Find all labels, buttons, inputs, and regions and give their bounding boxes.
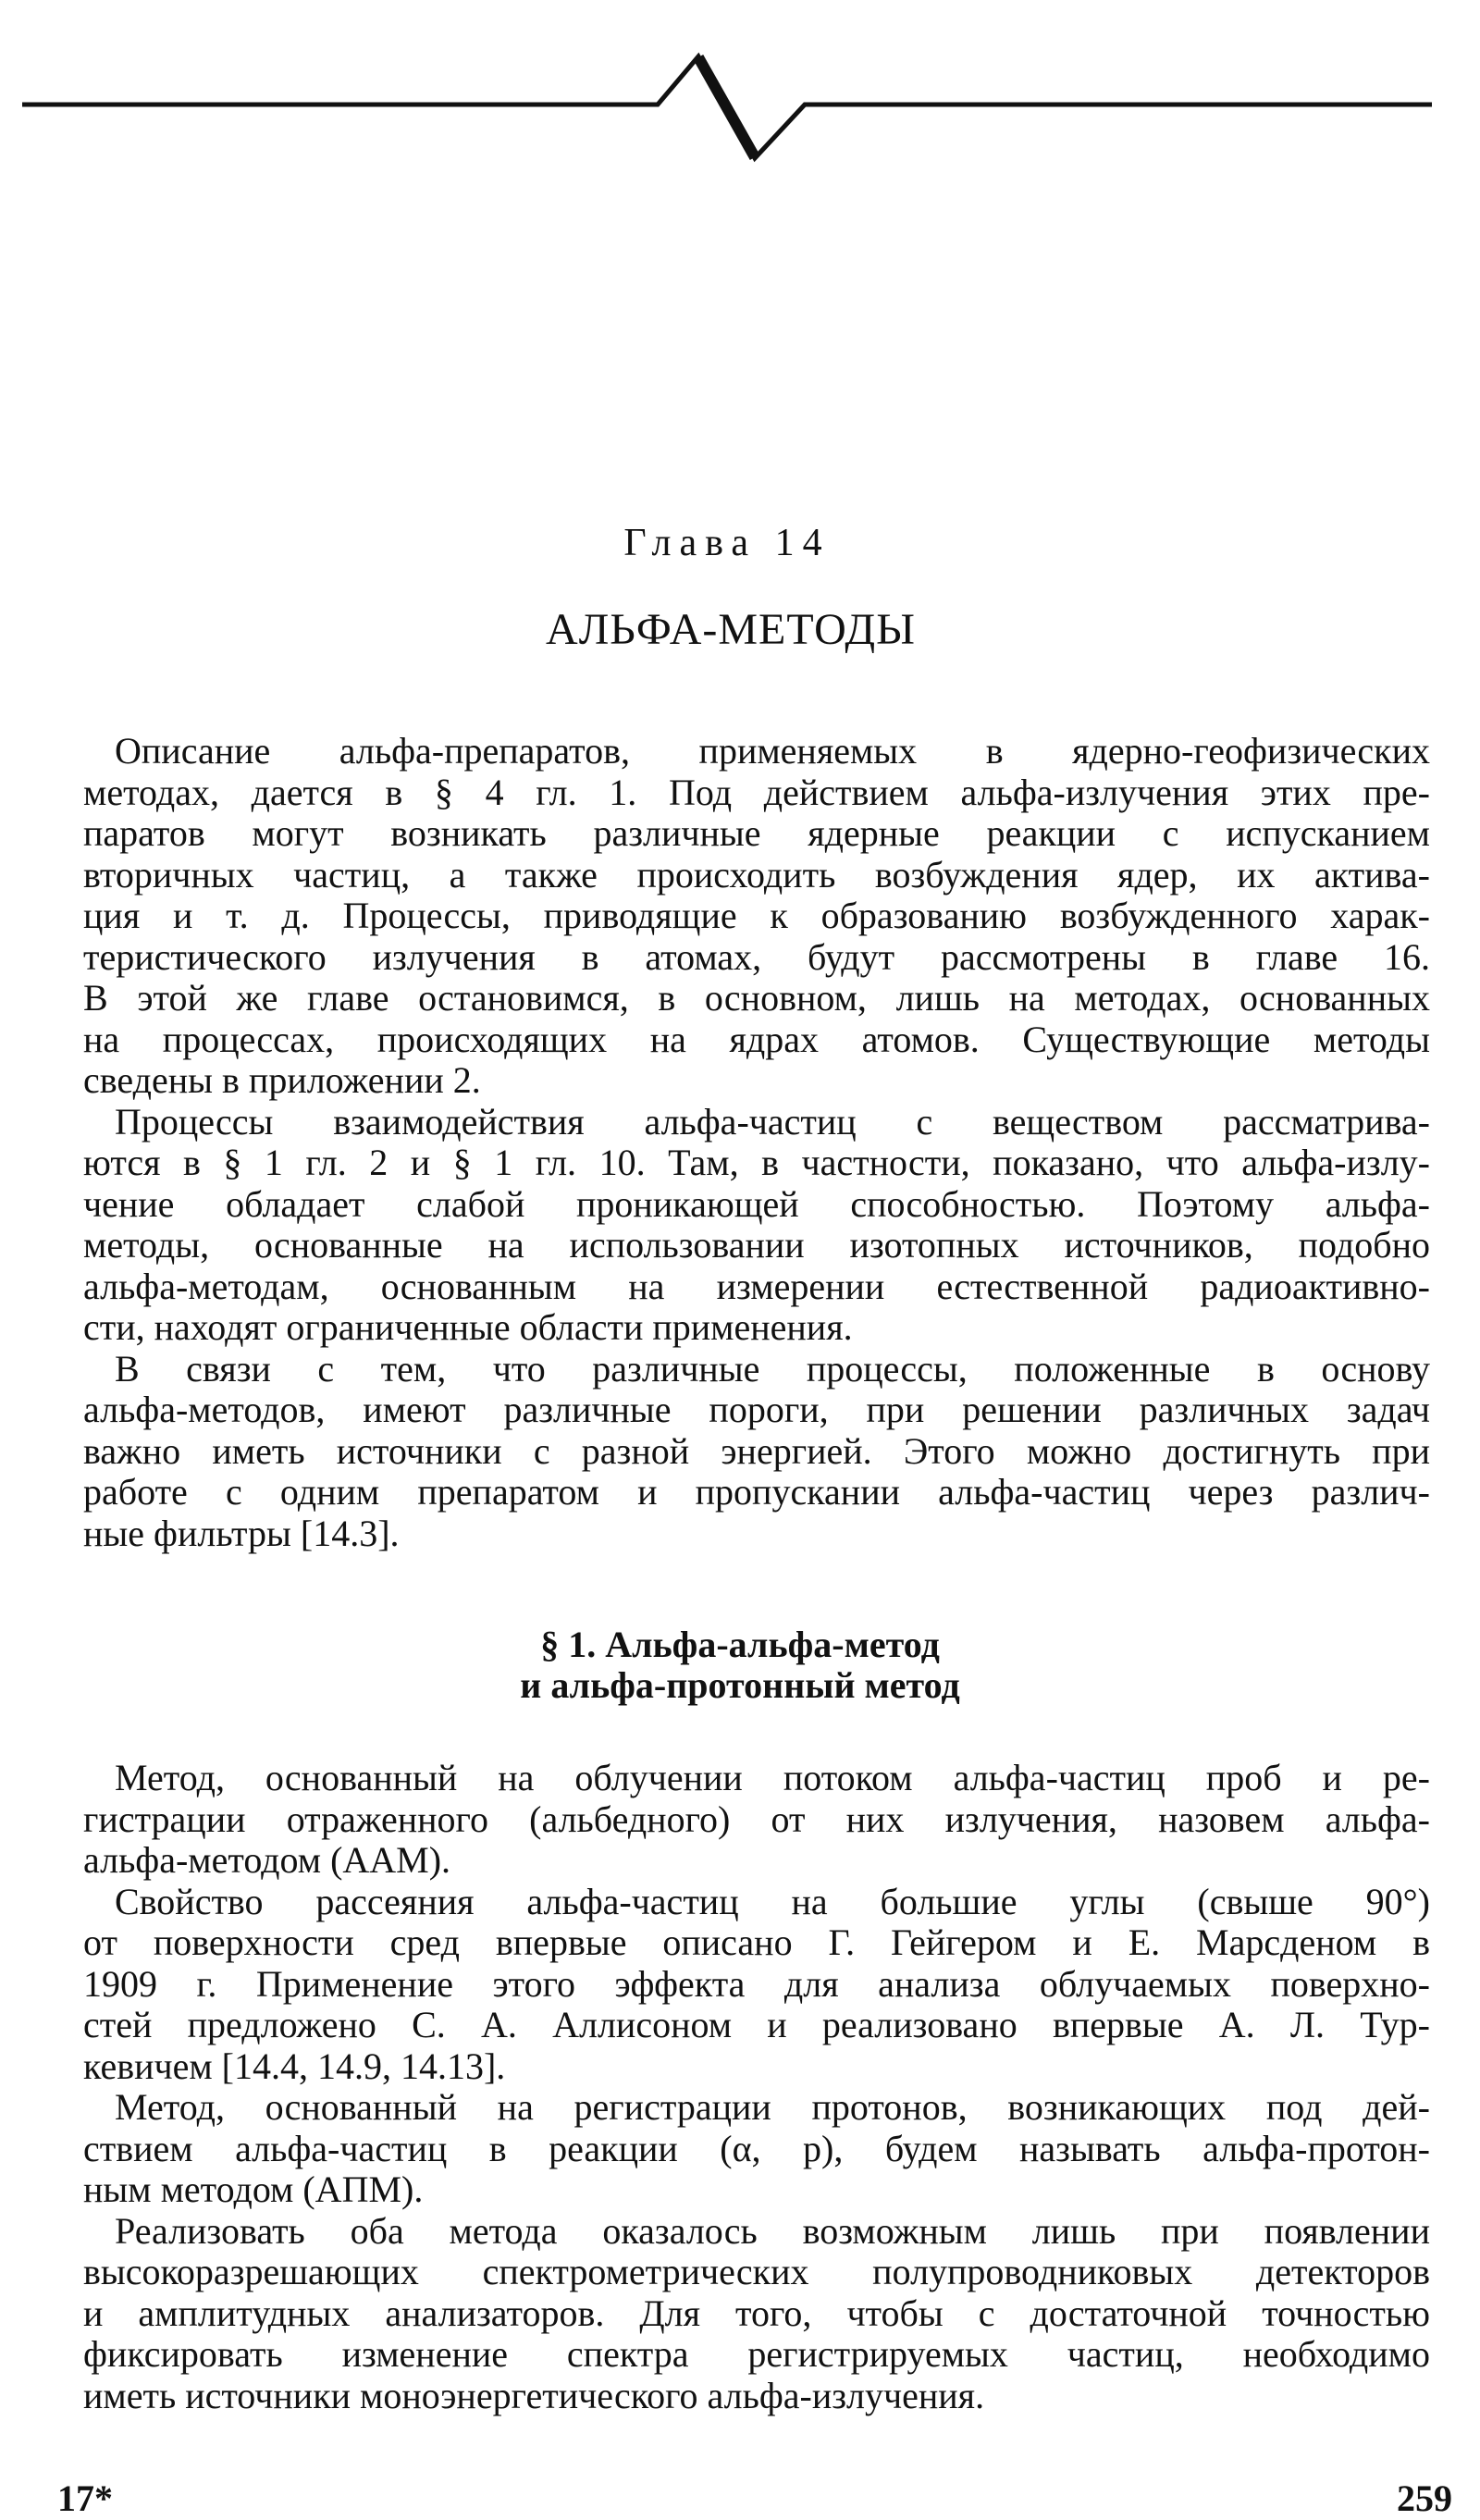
chapter-title: АЛЬФА-МЕТОДЫ [546, 605, 916, 654]
text-line: стей предложено С. А. Аллисоном и реализовано впервые А. Л. Тур- [83, 2005, 1430, 2045]
text-line: чение обладает слабой проникающей способностью. Поэтому альфа- [83, 1183, 1430, 1225]
ornament-thick-stroke [698, 57, 755, 157]
text-line: паратов могут возникать различные ядерные реакции с испусканием [83, 813, 1430, 854]
paragraph [83, 1349, 1430, 1555]
text-line: Свойство рассеяния альфа-частиц на большие углы (свыше 90°) [115, 1881, 1430, 1922]
text-line: методы, основанные на использовании изотопных источников, подобно [83, 1225, 1430, 1266]
chapter-ornament [0, 0, 1480, 185]
text-line: на процессах, происходящих на ядрах атомов. Существующие методы [83, 1019, 1430, 1060]
text-line: В этой же главе остановимся, в основном, лишь на методах, основанных [83, 978, 1430, 1019]
text-line: Метод, основанный на облучении потоком альфа-частиц проб и ре- [115, 1758, 1430, 1798]
text-line: Метод, основанный на регистрации протонов, возникающих под дей- [115, 2087, 1430, 2128]
text-line: кевичем [14.4, 14.9, 14.13]. [83, 2045, 506, 2087]
text-line: важно иметь источники с разной энергией. Этого можно достигнуть при [83, 1430, 1430, 1472]
section-heading-line-1: § 1. Альфа-альфа-метод [540, 1624, 940, 1665]
paragraph [83, 2211, 1430, 2417]
text-line: и амплитудных анализаторов. Для того, чтобы с достаточной точностью [83, 2292, 1430, 2334]
text-line: теристического излучения в атомах, будут рассмотрены в главе 16. [83, 936, 1430, 978]
text-line: ные фильтры [14.3]. [83, 1513, 400, 1554]
section-text [83, 1758, 1430, 2416]
text-line: 1909 г. Применение этого эффекта для анализа облучаемых поверхно- [83, 1963, 1430, 2005]
text-line: вторичных частиц, а также происходить возбуждения ядер, их актива- [83, 854, 1430, 896]
text-line: высокоразрешающих спектрометрических полупроводниковых детекторов [83, 2252, 1430, 2292]
text-line: альфа-методов, имеют различные пороги, при решении различных задач [83, 1390, 1430, 1430]
text-line: альфа-методам, основанным на измерении естественной радиоактивно- [83, 1266, 1430, 1307]
paragraph [83, 1102, 1430, 1349]
text-line: ция и т. д. Процессы, приводящие к образованию возбужденного харак- [83, 896, 1430, 936]
paragraph [83, 2087, 1430, 2211]
text-line: сведены в приложении 2. [83, 1060, 481, 1101]
text-line: фиксировать изменение спектра регистрируемых частиц, необходимо [83, 2334, 1430, 2375]
text-line: иметь источники моноэнергетического альфа-излучения. [83, 2375, 985, 2416]
signature-mark: 17* [57, 2477, 113, 2519]
text-line: Реализовать оба метода оказалось возможным лишь при появлении [115, 2210, 1430, 2252]
text-line: В связи с тем, что различные процессы, положенные в основу [115, 1348, 1430, 1390]
text-line: от поверхности сред впервые описано Г. Гейгером и Е. Марсденом в [83, 1922, 1430, 1963]
chapter-label: Глава 14 [623, 522, 831, 564]
text-line: ствием альфа-частиц в реакции (α, p), будем называть альфа-протон- [83, 2128, 1430, 2169]
intro-text [83, 731, 1430, 1554]
page-number: 259 [1397, 2477, 1452, 2519]
paragraph [83, 731, 1430, 1102]
text-line: альфа-методом (ААМ). [83, 1840, 451, 1881]
text-line: ным методом (АПМ). [83, 2169, 424, 2210]
text-line: Процессы взаимодействия альфа-частиц с веществом рассматрива- [115, 1101, 1430, 1143]
text-line: работе с одним препаратом и пропускании альфа-частиц через различ- [83, 1472, 1430, 1513]
paragraph [83, 1882, 1430, 2088]
text-line: Описание альфа-препаратов, применяемых в ядерно-геофизических [115, 731, 1430, 772]
text-line: гистрации отраженного (альбедного) от них излучения, назовем альфа- [83, 1798, 1430, 1840]
text-line: сти, находят ограниченные области применения. [83, 1307, 853, 1348]
paragraph [83, 1758, 1430, 1882]
text-line: методах, дается в § 4 гл. 1. Под действием альфа-излучения этих пре- [83, 772, 1430, 813]
section-heading-line-2: и альфа-протонный метод [520, 1664, 960, 1706]
text-line: ются в § 1 гл. 2 и § 1 гл. 10. Там, в частности, показано, что альфа-излу- [83, 1143, 1430, 1183]
